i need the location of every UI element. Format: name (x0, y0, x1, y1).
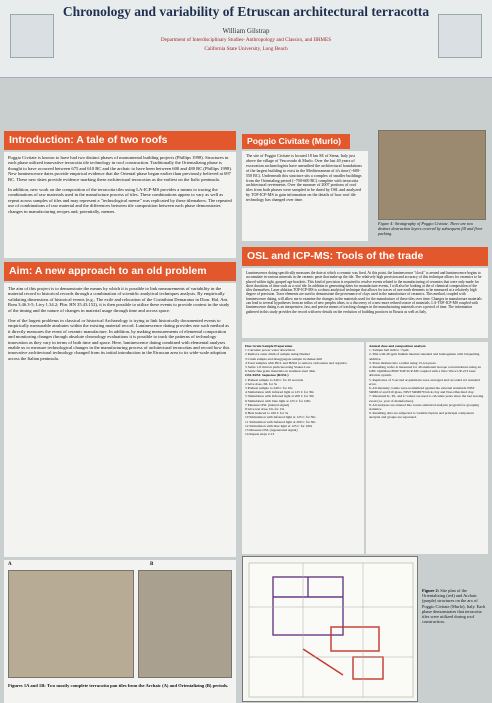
annual-step: 9. Resulting data are subjected to variable biplots and principal component analysis and groups are separated. (369, 411, 474, 420)
annual-step: 4. Resulting wafer is measured for 46 elemental isotope concentrations using an GBC OptiMass 8000 TOF-ICP-MS coupled with a New Wave UP-213 laser ablation system. (369, 365, 481, 378)
intro-body (4, 152, 236, 258)
fine-step: 3 Crush sample and disaggregate sample in shaker mill (245, 356, 323, 361)
site-plan-map (242, 556, 418, 702)
osl-body: Luminescence dating specifically measures the date at which a ceramic was fired. At this point, the luminescence "clock" is zeroed and luminescence begins to accumulate in various minerals in the ceramic paste that make up the tile. The relatively high precision and accuracy of this technique allows for ceramics to be placed within tight, gouped age brackets. This kind of precision is required to resolve events related to the manufacturing of ceramics that were only made for short durations of time such as a roof tile. In addition to generating dates for manufacture events, I will also be looking at the of chemical composition of the tiles themselves. Laser ablation TOF-ICP-MS is a robust analytical technique that allows for traces of rare earth elements to be measured at a relatively high degree of precision. Trace elements are used to demonstrate the provenance of clays used in the manufacture of ceramics. This method, coupled with luminescence dating, will allow me to examine the changes in the materials used for the manufacture of these tiles over time. Changes in manufacture materials can lead to several hypotheses from an influx of new peoples ideas, to a discovery of a new more refined source of materials. LA-TOF-ICP-MS coupled with luminescence dating is an inexpensive, fast, and precise means of tracking changes in the manufacturing materials over a period of time. The information gathered in this study provides the record with new details on the evolution of building practices in Etruria as well as Italy. (242, 268, 488, 338)
intro-header: Introduction: A tale of two roofs (4, 131, 236, 150)
poster-title: Chronology and variability of Etruscan architectural terracotta (62, 4, 430, 19)
osl-step: 1 Preheat sample to 240 C for 10 seconds (245, 377, 304, 382)
author-name: William Gilstrap (222, 27, 270, 35)
figure-2-caption (422, 588, 488, 624)
photo-orientalizing-tile (138, 570, 232, 678)
osl-step: 11 Stimulation with Infrared light at 200 C for 30s (245, 419, 316, 424)
murlo-header: Poggio Civitate (Murlo) (242, 134, 350, 149)
osl-step: 6 Stimulation with blue light at 125 C for 100s (245, 398, 311, 403)
fine-step: 4 Treat samples with HCL and H2O2 to remove carbonates and organics. (245, 360, 348, 365)
site-plan-drawing (243, 557, 419, 703)
osl-step: 9 Heat induced to 160 C for 5s (245, 411, 289, 416)
university: California State University, Long Beach (204, 46, 288, 52)
osl-step: 3 Preheat sample to 240 C for 10s (245, 386, 293, 391)
osl-step: 5 Stimulation with Infrared light at 200 C for 30s (245, 394, 314, 399)
annual-step: 3. Press mixture into a tablet using 15-ton press. (369, 360, 437, 365)
osl-header: OSL and ICP-MS: Tools of the trade (242, 247, 488, 266)
stratigraphy-photo (378, 130, 486, 220)
aim-body (4, 283, 236, 557)
annual-step: 8. All analyses are entered into Gauss statistical analysis program for grouping statistics. (369, 402, 480, 412)
figure-4-caption: Figure 4: Stratigraphy of Poggio Civitate. There are two distinct destruction layers covered by subsequent fill and floor packing. (378, 221, 483, 236)
annual-dose-title: Annual dose and composition analysis (369, 344, 426, 348)
annual-dose-procedure (366, 342, 488, 554)
annual-step: 6. All intensity counts were normalized against the external standards NIST SRM612 and 610 glass, NIST SRM679 brick clay and Non-Ohio Red clay. (369, 386, 475, 395)
aim-paragraph-2: One of the largest problems in classical or historical Archaeology is trying to link historically documented events to empirically measurable atrubutes within the existing material record. Luminescence dating provides one such method as it directly measures the event of ceramic manufacture. In addition, by making measurements of elemental composition and monitoring changes through absolute chronology evaluations it is possible to track the patterns of technology innovation as they vary in terms of both time and space. Here, luminescence dating combined with elemental analyses enable us to measure technological changes in the manufacturing process of architectural terracottas and record how this innovative architectural technology changed from its initial introduction in the Etruscan area to its wide-scale adoption across the Italian peninsula. (8, 318, 230, 361)
photo-archaic-tile (8, 570, 134, 678)
osl-step: 4 Stimulation with infrared light at 125 C for 30s (245, 390, 314, 395)
fine-grain-title: Fine Grain Sample Preparation (245, 344, 293, 348)
fine-step: 6 Settle fine grain materials on stainless steel disk. (245, 369, 316, 374)
photo-b-label: B (150, 562, 154, 567)
fine-grain-procedure (242, 342, 364, 554)
figure-1-caption: Figures 1A and 1B: Two mostly complete terracotta pan tiles from the Archaic (A) and Orientalizing (B) periods. (8, 683, 229, 688)
osl-step: 2 Give dose, DL for 5s (245, 381, 277, 386)
osl-step: 8 Give test dose, Dt, for 15s (245, 407, 285, 412)
osl-step: 7 Measure OSL (natural signal) (245, 402, 290, 407)
figure-2-text: Site plan of the Orientalizing (red) and Archaic (purple) structures on the arx of Poggio Civitate (Murlo), Italy. Each phase demonstrates that terracotta tiles were utilized during roof construction. (422, 588, 486, 625)
murlo-body: The site of Poggio Civitate is located 18 km SE of Siena, Italy just above the village of Vescovado di Murlo. Over the last 40 years of excavation archaeologists have unearthed the architectural foundations of the largest building to exist in the Mediterranean of it's time (~600-550 BC). Underneath this structure sits a complex of smaller buildings from the Orientaling period (~700-600 BC) complete with terracotta architectural revetments. Over the summer of 2007 portions of roof tiles from both phases were sampled to be dated by OSL and analyzed by TOF-ICP-MS to gain information on the details of how roof tile technology has changed over time. (242, 151, 368, 241)
aim-paragraph-1: The aim of this project is to demonstrate the means by which it is possible to link measurements of variability in the material record to historical records through a combination of scientific analytical techniques analysis. By empirically validating dimensions of historical events (e.g., The exile and relocation of the Corinthian Demaratus in Dion. Hal. Ant. Rom 3.46.3-5; Livy 1.34.2; Plin. HN 35.43.152), it is then possible to utilize these events to provide context in the study of the timing and the nature of changes in material usage through time and across space. (8, 286, 230, 313)
annual-step: 2. Mix with 40 ppm Indium internal standard and homogenize with briquetting additive. (369, 352, 480, 361)
osl-step: 13 Measure OSL (regenerated signal) (245, 428, 298, 433)
intro-paragraph-2: In addition, new work on the composition of the terracotta tiles using LA-ICP-MS provides a means to tracing the combinations of raw materials used in the manufacture process of tiles. These combinations appear to vary as well as repeat across samples of tiles and may represent a "technological meme" was replicated by these tilemakers. The repeated use of combinations of raw material and the differences between tile composition between each phase demonstrates changes in manufacturing recipes and, potentially, memes. (8, 187, 232, 214)
fine-step: 1 Calculate power water absorbtion (245, 348, 295, 353)
figure-2-label: Figure 2: (422, 588, 440, 593)
osl-step: 10 Stimulation with infrared light at 125 C for 30s (245, 415, 316, 420)
fine-step: 2 Remove outer 2mm of sample using Dremel (245, 352, 310, 357)
department: Department of Interdisciplinary Studies- Anthropology and Classics, and IIRMES (160, 37, 332, 43)
annual-step: 1. Sample ball mill to ~5µm (369, 348, 409, 353)
fine-step: 5 Settle 1-8 micron particles using Stokes Law. (245, 365, 312, 370)
osl-step: 14 Repeat steps 2-13 (245, 432, 275, 437)
intro-paragraph-1: Poggio Civitate is known to have had two distinct phases of monumental building projects (Phillips 1998). Structures in each phase utilized innovative terracotta tile technology in roof construction. Traditionally the Orientalizing phase is thought to have occurred between 675 and 610 BC and the archaic to have been between 600 and 480 BC (Phillips 1998). New luminescence dates provide empirical evidence that the Oriental phase began earlier than previously believed at 697 BC. These new dates provide evidence marking these architectural terracottas as the earliest on the Italic peninsula. (8, 155, 233, 182)
osl-sequence-title: OSL/IRSL Sequence (ROSL) (245, 373, 289, 378)
aim-header: Aim: A new approach to an old problem (4, 262, 236, 281)
osl-step: 12 Stimulation with blue light at 125 C for 100s (245, 423, 313, 428)
annual-step: 7. Measured K, Th, and U values are used to calculate years since the last zeroing event (i.e. year of manufacture). (369, 394, 484, 403)
photo-a-label: A (8, 562, 12, 567)
annual-step: 5. Replicates of 3 second acquisitions were averaged and recorded w/i standard error. (369, 377, 480, 386)
